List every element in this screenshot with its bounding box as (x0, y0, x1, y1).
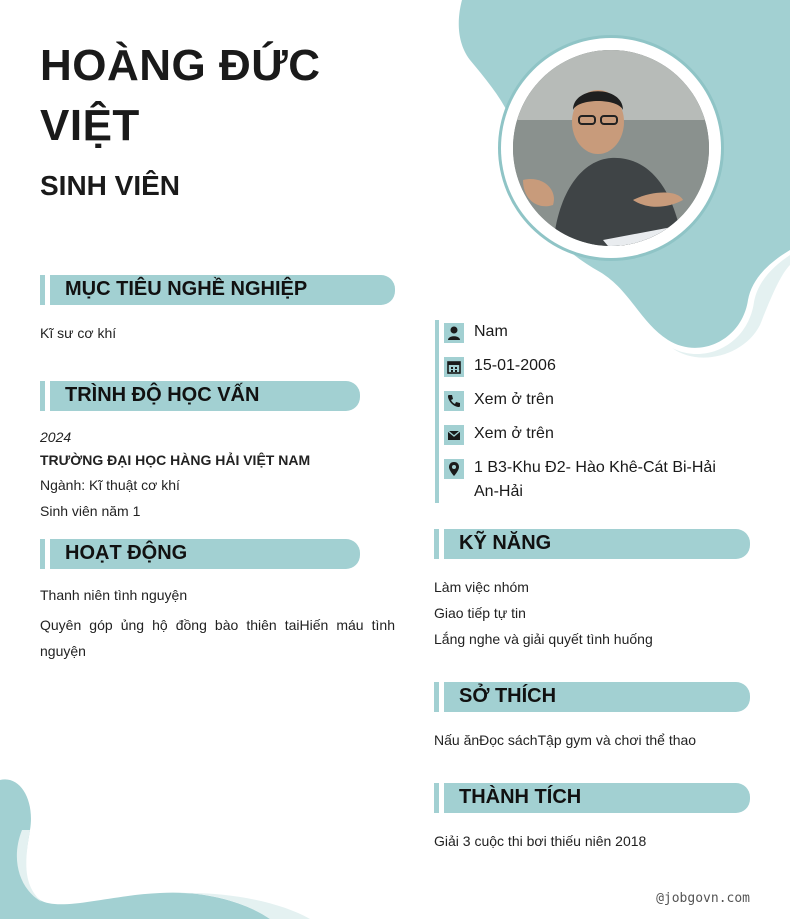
contact-accent-bar (435, 320, 439, 503)
education-year: 2024 (40, 429, 72, 445)
activity-item: Thanh niên tình nguyện (40, 587, 188, 603)
location-icon (444, 459, 464, 479)
mail-icon (444, 425, 464, 445)
skill-item: Lắng nghe và giải quyết tình huống (434, 631, 653, 647)
section-heading-skills (444, 529, 750, 559)
profile-photo (513, 50, 709, 246)
name-line-2: VIỆT (40, 101, 140, 150)
education-major: Ngành: Kĩ thuật cơ khí (40, 477, 180, 493)
contact-birthday: 15-01-2006 (474, 357, 556, 374)
achievement-text: Giải 3 cuộc thi bơi thiếu niên 2018 (434, 833, 647, 849)
watermark: @jobgovn.com (656, 891, 750, 906)
education-heading-label: TRÌNH ĐỘ HỌC VẤN (65, 384, 260, 406)
section-heading-activities (50, 539, 360, 569)
contact-address: 1 B3-Khu Đ2- Hào Khê-Cát Bi-Hải An-Hải (474, 459, 716, 500)
calendar-icon (444, 357, 464, 377)
activity-item: Quyên góp ủng hộ đồng bào thiên taiHiến máu tình nguyện (40, 617, 395, 659)
achievements-heading-label: THÀNH TÍCH (459, 786, 582, 808)
person-icon (444, 323, 464, 343)
activities-heading-label: HOẠT ĐỘNG (65, 542, 188, 564)
skill-item: Giao tiếp tự tin (434, 605, 526, 621)
section-heading-objective (50, 275, 395, 305)
contact-email: Xem ở trên (474, 425, 554, 442)
hobbies-heading-label: SỞ THÍCH (459, 685, 557, 707)
name-line-1: HOÀNG ĐỨC (40, 41, 321, 90)
profile-photo-frame (501, 38, 721, 258)
objective-heading-label: MỤC TIÊU NGHỀ NGHIỆP (65, 278, 308, 300)
job-title: SINH VIÊN (40, 170, 181, 201)
skill-item: Làm việc nhóm (434, 579, 529, 595)
section-heading-achievements (444, 783, 750, 813)
section-heading-education (50, 381, 360, 411)
education-school: TRƯỜNG ĐẠI HỌC HÀNG HẢI VIỆT NAM (40, 452, 311, 468)
contact-gender: Nam (474, 323, 508, 340)
education-status: Sinh viên năm 1 (40, 503, 141, 519)
skills-heading-label: KỸ NĂNG (459, 532, 552, 554)
objective-text: Kĩ sư cơ khí (40, 325, 117, 341)
full-name (40, 36, 360, 156)
phone-icon (444, 391, 464, 411)
contact-phone: Xem ở trên (474, 391, 554, 408)
hobbies-text: Nấu ănĐọc sáchTập gym và chơi thể thao (434, 732, 697, 748)
section-heading-hobbies (444, 682, 750, 712)
